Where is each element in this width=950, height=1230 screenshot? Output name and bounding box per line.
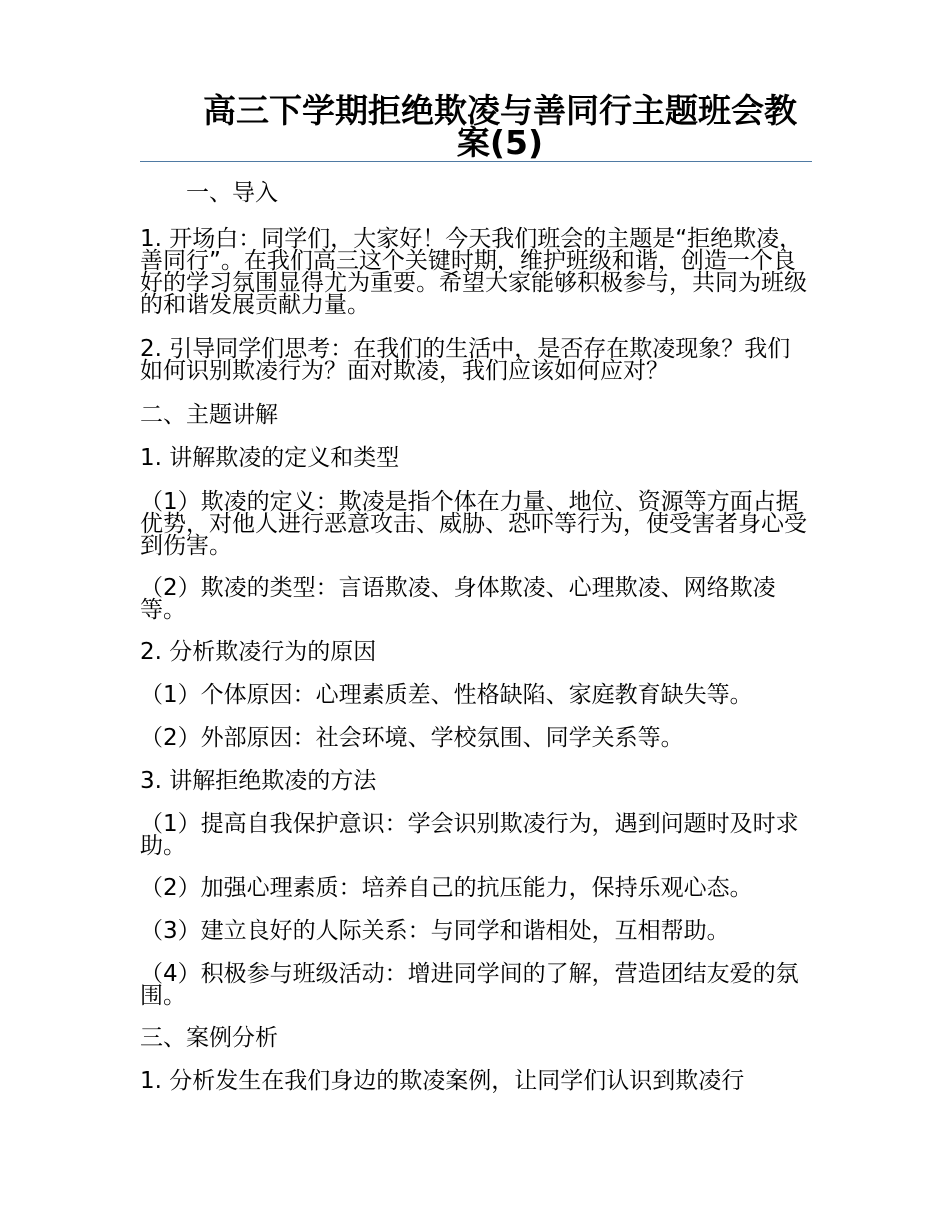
subheading-definition-types: 1. 讲解欺凌的定义和类型 [140, 445, 400, 471]
paragraph-case-analysis: 1. 分析发生在我们身边的欺凌案例，让同学们认识到欺凌行 [140, 1068, 745, 1094]
paragraph-types: （2）欺凌的类型：言语欺凌、身体欺凌、心理欺凌、网络欺凌等。 [140, 575, 776, 623]
paragraph-method-activities: （4）积极参与班级活动：增进同学间的了解，营造团结友爱的氛围。 [140, 961, 799, 1009]
paragraph-individual-cause: （1）个体原因：心理素质差、性格缺陷、家庭教育缺失等。 [140, 682, 753, 708]
section-heading-intro: 一、导入 [186, 180, 278, 206]
section-heading-cases: 三、案例分析 [140, 1025, 278, 1051]
document-title: 高三下学期拒绝欺凌与善同行主题班会教案(5) [203, 91, 797, 162]
paragraph-guide-thinking: 2. 引导同学们思考：在我们的生活中，是否存在欺凌现象？我们如何识别欺凌行为？面对欺凌，我们应该如何应对？ [140, 336, 791, 384]
subheading-methods: 3. 讲解拒绝欺凌的方法 [140, 768, 377, 794]
document-page [140, 91, 812, 1094]
paragraph-method-protection: （1）提高自我保护意识：学会识别欺凌行为，遇到问题时及时求助。 [140, 811, 799, 859]
paragraph-opening: 1. 开场白：同学们，大家好！今天我们班会的主题是“拒绝欺凌，善同行”。在我们高三这个关键时期，维护班级和谐，创造一个良好的学习氛围显得尤为重要。希望大家能够积极参与，共同为班级的和谐发展贡献力量。 [140, 226, 807, 318]
paragraph-definition: （1）欺凌的定义：欺凌是指个体在力量、地位、资源等方面占据优势，对他人进行恶意攻击、威胁、恐吓等行为，使受害者身心受到伤害。 [140, 489, 807, 559]
paragraph-method-resilience: （2）加强心理素质：培养自己的抗压能力，保持乐观心态。 [140, 875, 753, 901]
paragraph-external-cause: （2）外部原因：社会环境、学校氛围、同学关系等。 [140, 725, 684, 751]
subheading-causes: 2. 分析欺凌行为的原因 [140, 639, 377, 665]
section-heading-topic: 二、主题讲解 [140, 402, 278, 428]
paragraph-method-relationships: （3）建立良好的人际关系：与同学和谐相处，互相帮助。 [140, 918, 730, 944]
